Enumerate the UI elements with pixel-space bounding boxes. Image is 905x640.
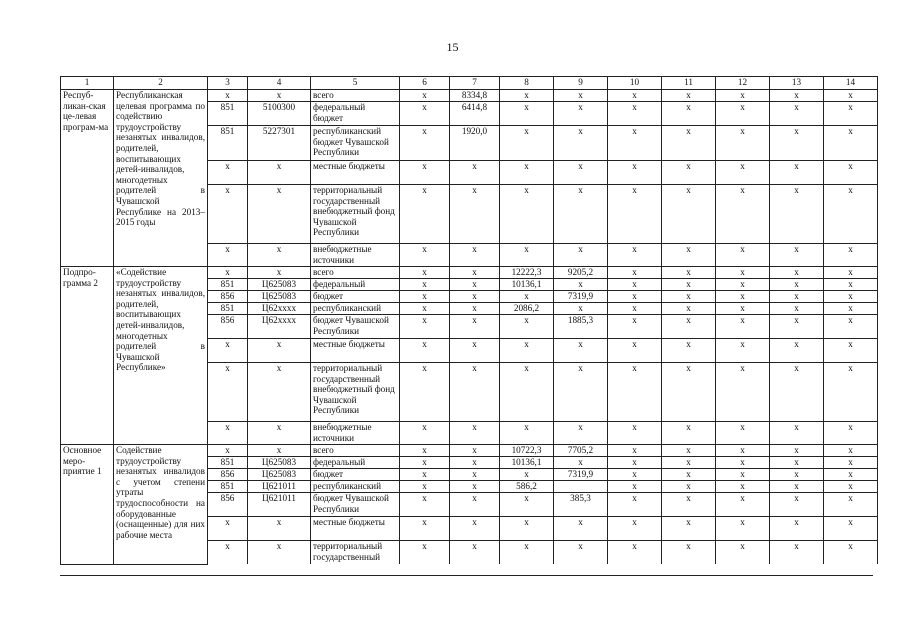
table-row [61,445,878,457]
header-cell: 4 [248,77,311,90]
header-cell: 7 [450,77,500,90]
table-cell: x [400,90,450,102]
table-cell: x [208,363,248,422]
table-cell: x [770,541,824,565]
table-cell: x [662,315,716,339]
table-cell: x [662,541,716,565]
status-cell: Респуб-ликан-ская це-левая програм-ма [61,90,114,267]
table-cell: x [208,422,248,445]
table-cell: x [716,541,770,565]
funding-source-cell: местные бюджеты [311,339,400,363]
table-cell: x [450,469,500,481]
table-cell: x [824,315,878,339]
funding-source-cell: республиканский бюджет Чувашской Республики [311,126,400,161]
table-cell: 10136,1 [500,279,554,291]
table-cell: x [770,315,824,339]
table-cell: x [608,445,662,457]
table-cell: x [248,517,311,541]
table-cell: Ц621011 [248,493,311,517]
table-cell: x [662,469,716,481]
table-cell: x [608,126,662,161]
table-cell: 856 [208,493,248,517]
table-cell: 7319,9 [554,291,608,303]
table-cell: x [500,422,554,445]
table-cell: x [400,445,450,457]
table-cell: x [208,244,248,267]
table-cell: x [716,267,770,279]
table-cell: x [716,339,770,363]
table-cell: x [248,267,311,279]
header-cell: 10 [608,77,662,90]
table-cell: x [824,493,878,517]
table-cell: x [554,279,608,291]
table-cell: 10722,3 [500,445,554,457]
header-cell: 2 [114,77,208,90]
table-cell: x [662,90,716,102]
table-cell: Ц621011 [248,481,311,493]
table-cell: Ц62хххх [248,315,311,339]
table-cell: x [450,161,500,185]
table-cell: 5227301 [248,126,311,161]
table-cell: x [824,469,878,481]
table-cell: x [208,339,248,363]
program-name-cell: «Содействие трудоустройству незанятых инвалидов, родителей, воспитывающих детей-инвалидов, многодетных родителей в Чувашской Республике» [114,267,208,445]
table-cell: x [500,126,554,161]
table-cell: x [608,457,662,469]
table-cell: x [716,303,770,315]
table-cell: x [770,161,824,185]
table-cell: x [824,517,878,541]
table-cell: x [662,303,716,315]
table-cell: x [248,422,311,445]
budget-table [60,76,878,565]
table-cell: 1885,3 [554,315,608,339]
table-cell: x [500,315,554,339]
table-cell: x [608,493,662,517]
table-cell: x [608,481,662,493]
table-cell: x [400,517,450,541]
table-cell: 7319,9 [554,469,608,481]
status-cell: Подпро-грамма 2 [61,267,114,445]
header-cell: 6 [400,77,450,90]
table-cell: x [716,445,770,457]
table-cell: x [450,291,500,303]
funding-source-cell: всего [311,445,400,457]
table-cell: x [400,267,450,279]
table-cell: Ц625083 [248,457,311,469]
table-cell: Ц62хххх [248,303,311,315]
table-cell: x [662,161,716,185]
table-cell: 1920,0 [450,126,500,161]
table-cell: 586,2 [500,481,554,493]
table-cell: x [400,363,450,422]
funding-source-cell: территориальный государственный внебюджетный фонд Чувашской Республики [311,185,400,244]
table-cell: x [400,481,450,493]
table-cell: x [450,422,500,445]
table-cell: x [662,185,716,244]
table-cell: x [554,422,608,445]
table-cell: x [450,457,500,469]
table-cell: x [208,90,248,102]
table-cell: Ц625083 [248,279,311,291]
header-row [61,77,878,90]
table-cell: x [500,185,554,244]
table-cell: x [554,244,608,267]
table-cell: x [716,161,770,185]
header-cell: 9 [554,77,608,90]
funding-source-cell: федеральный [311,457,400,469]
table-cell: x [608,90,662,102]
table-cell: x [248,185,311,244]
table-cell: x [824,267,878,279]
table-cell: x [400,185,450,244]
table-cell: x [770,291,824,303]
table-cell: x [770,481,824,493]
table-cell: x [608,469,662,481]
table-cell: x [450,315,500,339]
status-cell: Основное меро-приятие 1 [61,445,114,565]
table-cell: x [662,102,716,126]
header-cell: 11 [662,77,716,90]
funding-source-cell: бюджет Чувашской Республики [311,493,400,517]
table-cell: 856 [208,315,248,339]
table-cell: x [450,279,500,291]
table-cell: 851 [208,279,248,291]
table-cell: x [770,517,824,541]
table-cell: x [554,541,608,565]
table-cell: x [554,457,608,469]
table-cell: x [824,541,878,565]
table-cell: x [500,517,554,541]
table-cell: x [400,315,450,339]
table-cell: x [400,126,450,161]
table-cell: x [450,493,500,517]
table-cell: 2086,2 [500,303,554,315]
table-cell: 9205,2 [554,267,608,279]
table-cell: x [662,244,716,267]
table-cell: x [662,279,716,291]
table-cell: x [608,541,662,565]
table-cell: x [716,517,770,541]
table-cell: x [554,126,608,161]
table-cell: x [716,481,770,493]
funding-source-cell: территориальный государственный внебюджетный фонд Чувашской Республики [311,363,400,422]
table-cell: x [716,315,770,339]
table-cell: x [608,102,662,126]
table-cell: x [400,161,450,185]
table-cell: x [400,279,450,291]
table-cell: x [554,90,608,102]
table-cell: 10136,1 [500,457,554,469]
table-cell: x [608,161,662,185]
table-cell: 385,3 [554,493,608,517]
funding-source-cell: республиканский [311,481,400,493]
table-cell: Ц625083 [248,469,311,481]
table-cell: x [716,493,770,517]
table-cell: x [554,517,608,541]
table-cell: 851 [208,457,248,469]
table-cell: x [500,102,554,126]
table-cell: x [554,339,608,363]
table-cell: x [662,126,716,161]
table-cell: 5100300 [248,102,311,126]
funding-source-cell: бюджет Чувашской Республики [311,315,400,339]
table-cell: x [824,161,878,185]
table-cell: x [770,363,824,422]
table-cell: x [824,445,878,457]
table-cell: x [662,339,716,363]
table-cell: x [608,267,662,279]
table-cell: x [716,457,770,469]
funding-source-cell: территориальный государственный [311,541,400,565]
table-cell: x [770,469,824,481]
table-cell: x [770,244,824,267]
table-cell: 856 [208,291,248,303]
table-cell: x [248,161,311,185]
table-cell: x [400,102,450,126]
header-cell: 14 [824,77,878,90]
header-cell: 3 [208,77,248,90]
table-cell: x [500,161,554,185]
table-cell: x [824,279,878,291]
table-cell: x [824,244,878,267]
table-cell: Ц625083 [248,291,311,303]
table-cell: x [824,339,878,363]
table-cell: x [608,315,662,339]
funding-source-cell: федеральный [311,279,400,291]
table-cell: x [824,303,878,315]
table-cell: x [662,445,716,457]
table-cell: x [716,244,770,267]
table-cell: 851 [208,102,248,126]
table-cell: x [450,244,500,267]
funding-source-cell: республиканский [311,303,400,315]
table-cell: x [208,185,248,244]
table-cell: x [450,267,500,279]
table-cell: x [608,185,662,244]
table-cell: x [662,517,716,541]
table-cell: x [662,291,716,303]
table-cell: 851 [208,126,248,161]
table-cell: x [248,339,311,363]
table-cell: x [824,126,878,161]
table-cell: x [208,517,248,541]
table-cell: x [208,541,248,565]
table-cell: x [554,363,608,422]
table-cell: x [500,90,554,102]
table-cell: x [716,363,770,422]
table-cell: x [400,422,450,445]
table-cell: x [208,161,248,185]
table-cell: x [770,279,824,291]
table-cell: 851 [208,303,248,315]
table-cell: x [500,493,554,517]
table-cell: 856 [208,469,248,481]
table-cell: x [554,185,608,244]
table-cell: x [716,422,770,445]
funding-source-cell: всего [311,267,400,279]
funding-source-cell: бюджет [311,469,400,481]
table-cell: x [400,339,450,363]
table-cell: x [824,481,878,493]
table-cell: x [208,267,248,279]
table-cell: x [716,126,770,161]
funding-source-cell: внебюджетные источники [311,244,400,267]
table-cell: x [608,279,662,291]
table-cell: x [770,493,824,517]
table-cell: x [400,303,450,315]
table-cell: x [400,493,450,517]
table-cell: x [716,185,770,244]
table-cell: x [770,303,824,315]
table-cell: 851 [208,481,248,493]
table-cell: x [824,102,878,126]
table-cell: x [400,244,450,267]
table-cell: x [500,363,554,422]
table-cell: x [770,126,824,161]
table-cell: x [608,244,662,267]
table-cell: x [770,422,824,445]
table-cell: x [662,422,716,445]
header-cell: 8 [500,77,554,90]
table-cell: x [824,90,878,102]
table-cell: x [770,185,824,244]
table-row [61,267,878,279]
table-cell: x [248,541,311,565]
table-cell: x [770,457,824,469]
table-cell: x [450,303,500,315]
program-name-cell: Содействие трудоустройству незанятых инвалидов с учетом степени утраты трудоспособности на оборудованные (оснащенные) для них рабочие места [114,445,208,565]
table-cell: x [608,291,662,303]
table-cell: x [662,493,716,517]
header-cell: 13 [770,77,824,90]
table-cell: x [450,517,500,541]
program-name-cell: Республиканская целевая программа по содействию трудоустройству незанятых инвалидов, родителей, воспитывающих детей-инвалидов, многодетных родителей в Чувашской Республике на 2013–2015 годы [114,90,208,267]
table-cell: 7705,2 [554,445,608,457]
table-cell: x [824,422,878,445]
funding-source-cell: федеральный бюджет [311,102,400,126]
funding-source-cell: бюджет [311,291,400,303]
table-cell: x [248,363,311,422]
table-cell: x [248,90,311,102]
table-cell: x [248,244,311,267]
table-cell: x [608,303,662,315]
table-cell: x [608,339,662,363]
table-cell: x [608,422,662,445]
table-cell: x [450,339,500,363]
table-cell: x [554,161,608,185]
table-row [61,90,878,102]
table-cell: x [400,541,450,565]
table-cell: x [608,517,662,541]
table-cell: x [450,185,500,244]
table-cell: x [400,469,450,481]
table-cell [554,481,608,493]
table-cell: x [662,481,716,493]
table-cell: x [450,541,500,565]
header-cell: 1 [61,77,114,90]
table-cell: x [608,363,662,422]
table-cell: x [662,363,716,422]
table-cell: x [500,291,554,303]
table-cell: x [716,469,770,481]
table-cell: x [400,457,450,469]
table-cell: x [554,102,608,126]
table-cell: x [248,445,311,457]
bottom-rule [60,575,873,576]
table-cell: x [662,267,716,279]
table-cell: x [770,267,824,279]
table-cell: x [716,279,770,291]
table-cell: x [450,481,500,493]
table-cell: 8334,8 [450,90,500,102]
header-cell: 12 [716,77,770,90]
table-cell: x [770,445,824,457]
funding-source-cell: внебюджетные источники [311,422,400,445]
table-cell: x [824,185,878,244]
table-cell: x [450,445,500,457]
table-cell: x [770,90,824,102]
funding-source-cell: местные бюджеты [311,161,400,185]
table-cell: x [400,291,450,303]
funding-source-cell: всего [311,90,400,102]
table-cell: x [770,339,824,363]
table-cell: x [500,339,554,363]
table-cell: x [450,363,500,422]
table-cell: x [500,541,554,565]
table-cell: x [824,457,878,469]
table-cell: x [500,244,554,267]
table-cell: x [716,90,770,102]
table-cell: x [554,303,608,315]
table-cell: x [824,291,878,303]
table-cell: x [770,102,824,126]
table-cell: x [500,469,554,481]
table-cell: 12222,3 [500,267,554,279]
table-cell: 6414,8 [450,102,500,126]
table-cell: x [824,363,878,422]
funding-source-cell: местные бюджеты [311,517,400,541]
page-number: 15 [446,40,459,54]
table-cell: x [716,291,770,303]
header-cell: 5 [311,77,400,90]
table-cell: x [662,457,716,469]
table-cell: x [208,445,248,457]
table-cell: x [716,102,770,126]
